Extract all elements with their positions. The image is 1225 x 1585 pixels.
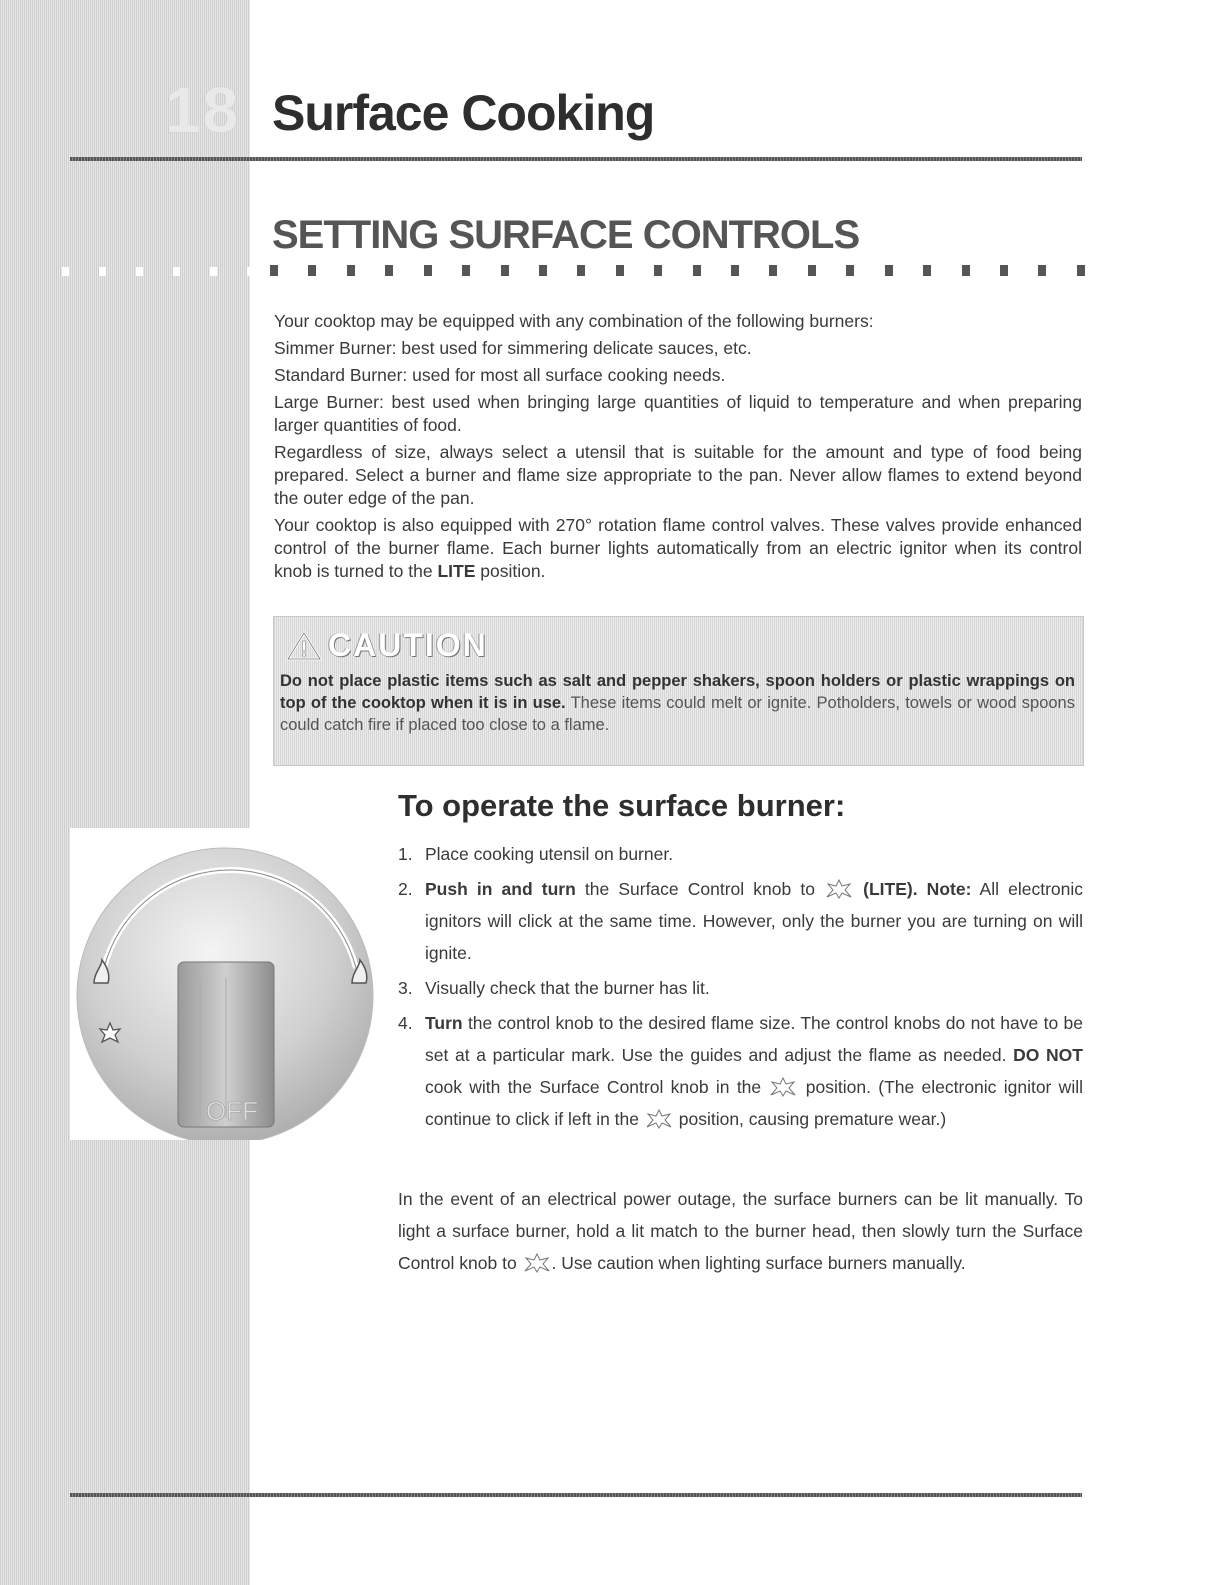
lite-term: LITE — [437, 561, 476, 581]
caution-box — [273, 616, 1084, 766]
caution-title: CAUTION — [328, 627, 488, 663]
intro-paragraph: Large Burner: best used when bringing large quantities of liquid to temperature and when preparing larger quantities of food. — [274, 392, 1082, 435]
section-title: SETTING SURFACE CONTROLS — [272, 213, 860, 257]
caution-text: Do not place plastic items such as salt and pepper shakers, spoon holders or plastic wrappings on top of the cooktop when it is in use. These items could melt or ignite. Potholders, towels or wood spoons could catch fire if placed too close to a flame. — [280, 672, 1075, 734]
section-dots — [270, 265, 1085, 276]
lite-spark-icon — [768, 1077, 798, 1097]
warning-triangle-icon — [286, 631, 322, 661]
intro-paragraph: Regardless of size, always select a utensil that is suitable for the amount and type of food being prepared. Select a burner and flame size appropriate to the pan. Never allow flames to extend beyond the outer edge of the pan. — [274, 442, 1082, 508]
step-item: 3. Visually check that the burner has lit. — [398, 978, 710, 998]
lite-spark-icon — [824, 879, 854, 899]
step-item: 4. Turn the control knob to the desired flame size. The control knobs do not have to be set at a particular mark. Use the guides and adjust the flame as needed. DO NOT cook with the Surface Control knob in the position. (The electronic ignitor will continue to click if left in the position, causing premature wear.) — [398, 1013, 1083, 1129]
intro-paragraph: Your cooktop may be equipped with any combination of the following burners: — [274, 311, 874, 331]
manual-lighting-paragraph: In the event of an electrical power outage, the surface burners can be lit manually. To light a surface burner, hold a lit match to the burner head, then slowly turn the Surface Control knob to . Use caution when lighting surface burners manually. — [398, 1189, 1083, 1273]
sidebar-band — [0, 0, 250, 1585]
caution-header — [286, 627, 488, 664]
intro-paragraph: Simmer Burner: best used for simmering delicate sauces, etc. — [274, 338, 752, 358]
intro-text — [274, 310, 1082, 587]
control-knob-illustration — [70, 828, 390, 1140]
operate-steps — [398, 838, 1083, 1138]
chapter-title: Surface Cooking — [272, 85, 655, 141]
intro-paragraph: Standard Burner: used for most all surface cooking needs. — [274, 365, 726, 385]
off-label: OFF — [206, 1096, 258, 1126]
lite-spark-icon — [522, 1253, 552, 1273]
sidebar-dots — [62, 267, 254, 276]
lite-spark-icon — [644, 1109, 674, 1129]
footer-rule — [70, 1493, 1082, 1497]
control-knob-image — [70, 828, 390, 1140]
header-rule — [70, 157, 1082, 161]
step-item: 1. Place cooking utensil on burner. — [398, 844, 674, 864]
operate-title: To operate the surface burner: — [398, 788, 846, 823]
page-number: 18 — [165, 74, 241, 146]
intro-paragraph: Your cooktop is also equipped with 270° rotation flame control valves. These valves provide enhanced control of the burner flame. Each burner lights automatically from an electric ignitor when its control knob is turned to the LITE position. — [274, 515, 1082, 581]
step-item: 2. Push in and turn the Surface Control knob to (LITE). Note: All electronic ignitors will click at the same time. However, only the burner you are turning on will ignite. — [398, 879, 1083, 963]
